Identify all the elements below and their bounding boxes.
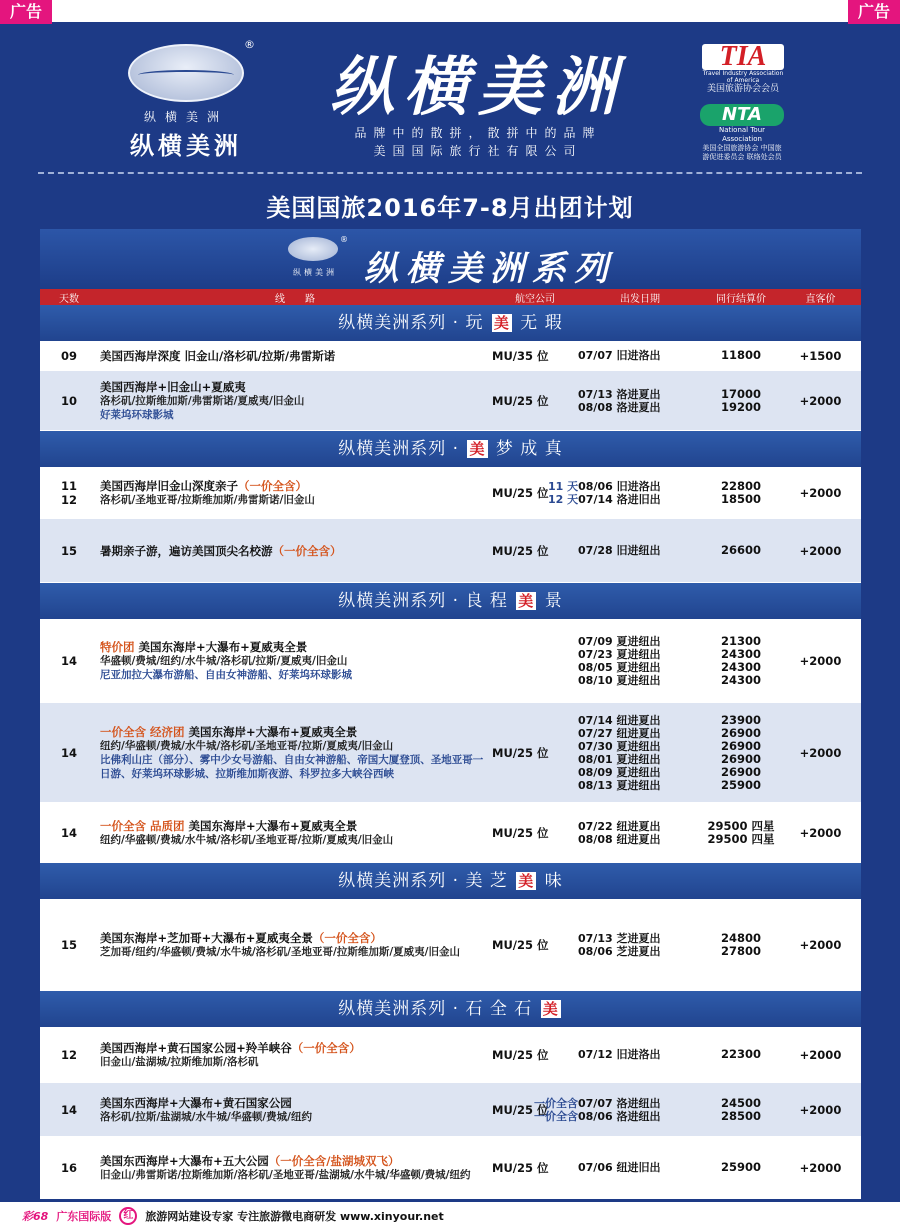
price-value: 24300 [720, 646, 761, 661]
departure-date [578, 779, 702, 792]
price-value: 27800 [720, 943, 761, 958]
col-price: 同行结算价 [716, 293, 766, 305]
route-title [100, 819, 492, 833]
route-tag-prefix: 特价团 [100, 639, 135, 654]
date-value: 08/01 夏进纽出 [578, 752, 661, 766]
table-row [40, 519, 861, 583]
route-tag: （一价全含/盐湖城双飞） [268, 1153, 400, 1168]
route-name: 暑期亲子游，遍访美国顶尖名校游 [100, 543, 273, 558]
date-value: 07/27 纽进夏出 [578, 726, 661, 740]
col-date: 出发日期 [620, 293, 660, 305]
section-title-post: 无 瑕 [513, 313, 563, 333]
price-value: 26900 [720, 738, 761, 753]
departure-date [578, 766, 702, 779]
direct-price-cell: +2000 [799, 1047, 842, 1062]
airline-cell: MU/25 位 [492, 543, 549, 558]
route-title [100, 725, 492, 739]
price-value: 22300 [720, 1047, 761, 1061]
route-name: 美国西海岸+旧金山+夏威夷 [100, 379, 246, 394]
section-highlight: 美 [542, 1000, 559, 1018]
departure-date [578, 648, 702, 661]
price-value: 26600 [720, 543, 761, 557]
days-cell: 10 [60, 393, 77, 408]
date-value: 08/08 纽进夏出 [578, 832, 661, 846]
slogan-line-2: 美国国际旅行社有限公司 [373, 144, 583, 158]
route-cities: 洛杉矶/拉斯/盐湖城/水牛城/华盛顿/费城/纽约 [100, 1110, 313, 1123]
date-value: 07/09 夏进纽出 [578, 634, 661, 648]
col-route: 线 路 [275, 293, 315, 305]
section-title-post: 味 [538, 871, 563, 891]
price-cell [702, 544, 780, 557]
route-cities: 芝加哥/纽约/华盛顿/费城/水牛城/洛杉矶/圣地亚哥/拉斯维加斯/夏威夷/旧金山 [100, 945, 461, 958]
price-value: 25900 [720, 1160, 761, 1174]
date-cell [578, 349, 702, 362]
date-cell [578, 714, 702, 792]
route-title [100, 380, 492, 394]
route-cities: 洛杉矶/拉斯维加斯/弗雷斯诺/夏威夷/旧金山 [100, 394, 305, 407]
mini-registered-mark: ® [340, 235, 348, 244]
direct-price-cell: +1500 [799, 348, 842, 363]
edition-label: 广东国际版 [56, 1210, 112, 1223]
ad-label-right: 广告 [848, 0, 900, 24]
departure-date [548, 493, 702, 506]
col-direct: 直客价 [805, 293, 836, 305]
price-value: 24300 [720, 672, 761, 687]
section-header [40, 991, 861, 1027]
price-cell [702, 349, 780, 362]
airline-cell: MU/25 位 [492, 485, 549, 500]
direct-price-cell: +2000 [799, 543, 842, 558]
departure-date [578, 349, 702, 362]
price-value: 11800 [720, 348, 761, 362]
airline-cell: MU/25 位 [492, 393, 549, 408]
date-value: 07/13 洛进夏出 [578, 387, 661, 401]
date-value: 08/13 夏进纽出 [578, 778, 661, 792]
date-cell [548, 480, 702, 506]
date-value: 08/06 芝进夏出 [578, 944, 661, 958]
date-cell [578, 820, 702, 846]
route-name: 美国西海岸旧金山深度亲子 [100, 478, 238, 493]
route-name: 美国东海岸+大瀑布+夏威夷全景 [138, 639, 308, 654]
route-title [100, 1096, 492, 1110]
route-title [100, 544, 492, 558]
price-cell [702, 932, 780, 958]
mini-globe-icon [288, 237, 338, 261]
price-value: 29500 四星 [707, 831, 775, 846]
ad-label-left: 广告 [0, 0, 52, 24]
date-value: 08/06 旧进洛出 [578, 479, 661, 493]
route-cities: 旧金山/盐湖城/拉斯维加斯/洛杉矶 [100, 1055, 259, 1068]
section-highlight: 美 [518, 872, 535, 890]
departure-date [578, 1048, 702, 1061]
table-row [40, 899, 861, 991]
section-title-pre: 纵横美洲系列 · 良 程 [338, 591, 515, 611]
days-cell: 14 [60, 653, 77, 668]
date-value: 07/06 纽进旧出 [578, 1161, 661, 1174]
section-title-pre: 纵横美洲系列 · 玩 [338, 313, 490, 333]
price-value: 18500 [720, 491, 761, 506]
schedule-card [40, 229, 861, 1181]
direct-price-cell: +2000 [799, 653, 842, 668]
company-logo [116, 38, 256, 158]
departure-date [578, 932, 702, 945]
route-title [100, 1154, 492, 1168]
direct-price-cell: +2000 [799, 937, 842, 952]
date-value: 07/14 洛进旧出 [578, 492, 661, 506]
days-cell: 14 [60, 1102, 77, 1117]
route-name: 美国东海岸+大瀑布+夏威夷全景 [188, 724, 358, 739]
date-value: 07/13 芝进夏出 [578, 931, 661, 945]
direct-price-cell: +2000 [799, 825, 842, 840]
mini-logo-text: 纵横美洲 [293, 268, 337, 277]
airline-cell: MU/25 位 [492, 745, 549, 760]
section-title-post: 梦 成 真 [489, 439, 563, 459]
route-tag-prefix: 一价全含 品质团 [100, 818, 185, 833]
table-row [40, 371, 861, 431]
section-highlight: 美 [493, 314, 510, 332]
nta-english: National Tour Association [718, 126, 766, 143]
departure-date [578, 820, 702, 833]
days-cell: 14 [60, 825, 77, 840]
date-value: 07/22 纽进夏出 [578, 819, 661, 833]
route-title [100, 1041, 492, 1055]
route-cell [98, 819, 492, 847]
price-cell [702, 1048, 780, 1061]
date-prefix: 11 天 [548, 479, 579, 493]
section-title-pre: 纵横美洲系列 · 石 全 石 [338, 999, 539, 1019]
route-name: 美国西海岸+黄石国家公园+羚羊峡谷 [100, 1040, 292, 1055]
route-tag: （一价全含） [312, 930, 382, 945]
route-cell [98, 931, 492, 959]
days-cell: 12 [60, 1047, 77, 1062]
days-cell: 15 [60, 937, 77, 952]
date-cell [578, 544, 702, 557]
table-row [40, 803, 861, 863]
section-title-pre: 纵横美洲系列 · [338, 439, 466, 459]
departure-date [578, 1161, 702, 1174]
hong-badge-icon: 红 [119, 1207, 137, 1225]
nta-chinese: 美国全国旅游协会 中国旅游促进委员会 联络处会员 [702, 144, 782, 161]
route-highlights: 比佛利山庄（部分）、雾中少女号游船、自由女神游船、帝国大厦登顶、圣地亚哥一日游、好莱坞环球影城、拉斯维加斯夜游、科罗拉多大峡谷西峡 [100, 753, 484, 780]
slogan-line-1: 品牌中的散拼，散拼中的品牌 [354, 126, 602, 140]
days-cell: 16 [60, 1160, 77, 1175]
price-cell [702, 820, 780, 846]
days-cell: 15 [60, 543, 77, 558]
price-value: 24300 [720, 659, 761, 674]
direct-price-cell: +2000 [799, 1102, 842, 1117]
date-value: 07/23 夏进纽出 [578, 647, 661, 661]
days-cell: 09 [60, 348, 77, 363]
date-prefix: 一价全含 [534, 1109, 578, 1123]
section-header [40, 583, 861, 619]
direct-price-cell: +2000 [799, 393, 842, 408]
route-highlights: 好莱坞环球影城 [100, 408, 174, 421]
logo-name: 纵横美洲 [130, 131, 242, 160]
date-value: 07/07 旧进洛出 [578, 349, 661, 362]
page-number: 彩68 [22, 1210, 49, 1223]
price-value: 24800 [720, 930, 761, 945]
nta-logo: NTA [700, 104, 784, 126]
price-value: 26900 [720, 725, 761, 740]
column-header [40, 289, 861, 305]
date-value: 07/28 旧进纽出 [578, 544, 661, 557]
price-cell [702, 635, 780, 687]
departure-date [578, 674, 702, 687]
plan-title: 美国国旅2016年7-8月出团计划 [266, 194, 634, 222]
date-value: 07/14 纽进夏出 [578, 713, 661, 727]
section-header [40, 863, 861, 899]
table-row [40, 703, 861, 803]
logo-small-text: 纵横美洲 [143, 110, 228, 124]
route-tag-prefix: 一价全含 经济团 [100, 724, 185, 739]
series-title: 纵横美洲系列 [364, 249, 616, 289]
route-name: 美国东西海岸+大瀑布+五大公园 [100, 1153, 269, 1168]
tia-badge [702, 41, 784, 95]
date-value: 08/06 洛进纽出 [578, 1109, 661, 1123]
price-cell [702, 388, 780, 414]
table-row [40, 1027, 861, 1083]
airline-cell: MU/25 位 [492, 825, 549, 840]
footer-text: 旅游网站建设专家 专注旅游微电商研发 www.xinyour.net [145, 1210, 444, 1223]
col-days: 天数 [59, 293, 79, 305]
departure-date [578, 401, 702, 414]
departure-date [578, 753, 702, 766]
date-cell [534, 1097, 702, 1123]
direct-price-cell: +2000 [799, 485, 842, 500]
route-cell [98, 640, 492, 682]
section-header [40, 431, 861, 467]
departure-date [578, 635, 702, 648]
route-tag: （一价全含） [238, 478, 307, 493]
price-value: 28500 [720, 1108, 761, 1123]
dashed-divider [38, 172, 862, 174]
date-value: 08/09 夏进纽出 [578, 765, 661, 779]
series-header [40, 229, 861, 289]
date-cell [578, 932, 702, 958]
departure-date [578, 714, 702, 727]
route-cell [98, 544, 492, 558]
section-title-post: 景 [538, 591, 563, 611]
slogan [290, 124, 666, 160]
footer [0, 1202, 900, 1230]
route-cities: 旧金山/弗雷斯诺/拉斯维加斯/洛杉矶/圣地亚哥/盐湖城/水牛城/华盛顿/费城/纽约 [100, 1168, 471, 1181]
price-cell [702, 1097, 780, 1123]
table-row [40, 467, 861, 519]
departure-date [534, 1097, 702, 1110]
price-value: 26900 [720, 764, 761, 779]
price-value: 21300 [720, 633, 761, 648]
price-value: 17000 [720, 386, 761, 401]
direct-price-cell: +2000 [799, 1160, 842, 1175]
route-cell [98, 1096, 492, 1124]
route-cell [98, 380, 492, 422]
days-cell: 11 12 [60, 478, 77, 507]
departure-date [548, 480, 702, 493]
table-row [40, 1137, 861, 1199]
route-cell [98, 479, 492, 507]
price-cell [702, 1161, 780, 1174]
tia-english: Travel Industry Association of America [702, 70, 784, 84]
route-tag: （一价全含） [272, 543, 342, 558]
date-prefix: 一价全含 [534, 1096, 578, 1110]
registered-mark: ® [244, 38, 255, 51]
route-title [100, 479, 492, 493]
days-cell: 14 [60, 745, 77, 760]
price-value: 19200 [720, 399, 761, 414]
date-cell [578, 388, 702, 414]
route-cell [98, 1154, 492, 1182]
date-value: 08/05 夏进纽出 [578, 660, 661, 674]
route-name: 美国西海岸深度 旧金山/洛杉矶/拉斯/弗雷斯诺 [100, 348, 336, 363]
price-value: 24500 [720, 1095, 761, 1110]
departure-date [578, 945, 702, 958]
date-value: 07/07 洛进纽出 [578, 1096, 661, 1110]
date-cell [578, 635, 702, 687]
section-header [40, 305, 861, 341]
date-value: 07/12 旧进洛出 [578, 1048, 661, 1061]
route-cell [98, 1041, 492, 1069]
departure-date [534, 1110, 702, 1123]
departure-date [578, 740, 702, 753]
departure-date [578, 661, 702, 674]
departure-date [578, 388, 702, 401]
table-row [40, 1083, 861, 1137]
tia-logo: TIA [702, 44, 784, 70]
route-title [100, 640, 492, 654]
route-cities: 华盛顿/费城/纽约/水牛城/洛杉矶/拉斯/夏威夷/旧金山 [100, 654, 348, 667]
airline-cell: MU/35 位 [492, 348, 549, 363]
brand-title: 纵横美洲 [330, 50, 626, 125]
date-value: 08/08 洛进夏出 [578, 400, 661, 414]
schedule-table [40, 305, 861, 1199]
route-title [100, 931, 492, 945]
airline-cell: MU/25 位 [492, 1047, 549, 1062]
price-value: 22800 [720, 478, 761, 493]
nta-badge [700, 104, 784, 162]
route-name: 美国东海岸+大瀑布+夏威夷全景 [188, 818, 358, 833]
table-row [40, 341, 861, 371]
departure-date [578, 833, 702, 846]
route-cell [98, 725, 492, 781]
route-name: 美国东西海岸+大瀑布+黄石国家公园 [100, 1095, 292, 1110]
section-title-pre: 纵横美洲系列 · 美 芝 [338, 871, 515, 891]
price-value: 29500 四星 [707, 818, 775, 833]
direct-price-cell: +2000 [799, 745, 842, 760]
globe-icon [128, 44, 244, 102]
route-title [100, 349, 492, 363]
date-value: 07/30 夏进纽出 [578, 739, 661, 753]
price-cell [702, 480, 780, 506]
price-value: 26900 [720, 751, 761, 766]
price-value: 25900 [720, 777, 761, 792]
route-cell [98, 349, 492, 363]
route-cities: 纽约/华盛顿/费城/水牛城/洛杉矶/圣地亚哥/拉斯/夏威夷/旧金山 [100, 739, 394, 752]
route-name: 美国东海岸+芝加哥+大瀑布+夏威夷全景 [100, 930, 313, 945]
date-value: 08/10 夏进纽出 [578, 673, 661, 687]
departure-date [578, 544, 702, 557]
date-cell [578, 1161, 702, 1174]
tia-chinese: 美国旅游协会会员 [706, 84, 779, 94]
airline-cell: MU/25 位 [492, 937, 549, 952]
route-cities: 洛杉矶/圣地亚哥/拉斯维加斯/弗雷斯诺/旧金山 [100, 493, 315, 506]
section-highlight: 美 [518, 592, 535, 610]
departure-date [578, 727, 702, 740]
price-cell [702, 714, 780, 792]
route-tag: （一价全含） [291, 1040, 361, 1055]
col-airline: 航空公司 [515, 293, 555, 305]
route-highlights: 尼亚加拉大瀑布游船、自由女神游船、好莱坞环球影城 [100, 668, 352, 681]
table-row [40, 619, 861, 703]
date-prefix: 12 天 [548, 492, 579, 506]
route-cities: 纽约/华盛顿/费城/水牛城/洛杉矶/圣地亚哥/拉斯/夏威夷/旧金山 [100, 833, 394, 846]
price-value: 23900 [720, 712, 761, 727]
date-cell [578, 1048, 702, 1061]
section-highlight: 美 [469, 440, 486, 458]
airline-cell: MU/25 位 [492, 1160, 549, 1175]
airline-cell: MU/25 位 [492, 1102, 549, 1117]
